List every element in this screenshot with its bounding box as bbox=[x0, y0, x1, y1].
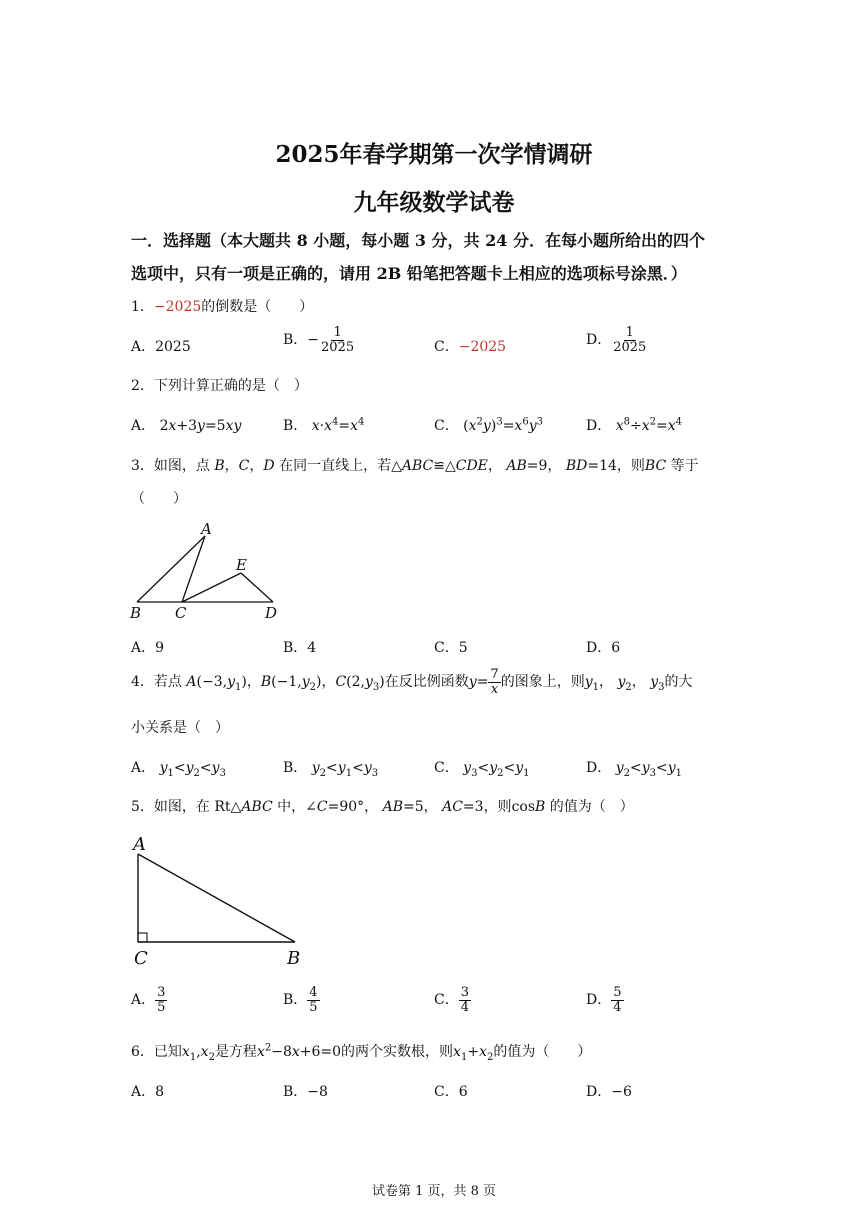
question-3-stem: 3．如图，点 B，C，D 在同一直线上，若△ABC≌△CDE， AB=9， BD=14，则BC 等于 bbox=[131, 458, 699, 474]
q1-value: −2025 bbox=[153, 299, 202, 315]
q3-option-c[interactable]: C．5 bbox=[434, 640, 468, 656]
q6-option-d[interactable]: D．−6 bbox=[586, 1084, 632, 1100]
q5-option-b[interactable]: B． $\frac{4}{5}$ bbox=[283, 985, 318, 1015]
q3-option-a[interactable]: A．9 bbox=[131, 640, 165, 656]
q6-option-b[interactable]: B．−8 bbox=[283, 1084, 328, 1100]
q1-option-b[interactable]: B．− $\frac{1}{2025}$ bbox=[283, 325, 355, 355]
q1-option-d[interactable]: D． $\frac{1}{2025}$ bbox=[586, 325, 647, 355]
q4-option-d[interactable]: D． $y_2<y_3<y_1$ bbox=[586, 760, 683, 779]
fig3-label-e: E bbox=[236, 556, 247, 574]
q3-option-b[interactable]: B．4 bbox=[283, 640, 317, 656]
fig5-label-b: B bbox=[287, 948, 301, 969]
fig5-label-c: C bbox=[134, 948, 148, 969]
q4-line2: 小关系是（ ） bbox=[131, 720, 229, 736]
q2-option-c[interactable]: C． $(x^2y)^3=x^6y^3$ bbox=[434, 416, 543, 434]
fig3-label-a: A bbox=[201, 520, 212, 538]
question-5-stem: 5．如图，在 Rt△ABC 中，∠C=90°， AB=5， AC=3，则cosB 的值为（ ） bbox=[131, 799, 634, 815]
q5-option-a[interactable]: A． $\frac{3}{5}$ bbox=[131, 985, 166, 1015]
q3-option-d[interactable]: D．6 bbox=[586, 640, 621, 656]
exam-title: 2025年春学期第一次学情调研 bbox=[275, 141, 593, 168]
q3-paren: （ ） bbox=[131, 491, 187, 507]
exam-subtitle: 九年级数学试卷 bbox=[353, 189, 515, 216]
question-1-stem bbox=[131, 296, 313, 316]
q1-option-a[interactable]: A．2025 bbox=[131, 339, 191, 355]
section-heading-line1: 一．选择题（本大题共 8 小题，每小题 3 分，共 24 分．在每小题所给出的四个 bbox=[131, 231, 705, 250]
q4-option-b[interactable]: B． $y_2<y_1<y_3$ bbox=[283, 760, 379, 779]
q4-option-a[interactable]: A． $y_1<y_2<y_3$ bbox=[131, 760, 226, 779]
q4-option-c[interactable]: C． $y_3<y_2<y_1$ bbox=[434, 760, 530, 779]
q5-option-c[interactable]: C． $\frac{3}{4}$ bbox=[434, 985, 469, 1015]
q3-figure bbox=[125, 518, 295, 623]
question-2-stem: 2．下列计算正确的是（ ） bbox=[131, 378, 308, 394]
fig3-label-c: C bbox=[175, 604, 187, 622]
question-6-stem: 6．已知$x_1,x_2$是方程$x^2-8x+6=0$的两个实数根，则$x_1+x_2$的值为（ ） bbox=[131, 1042, 592, 1063]
q1-number: 1． bbox=[131, 299, 154, 315]
q2-option-d[interactable]: D． $x^8\div x^2=x^4$ bbox=[586, 416, 682, 434]
segment-ba bbox=[137, 536, 205, 602]
q2-option-a[interactable]: A． 2x+3y=5xy bbox=[131, 418, 242, 434]
question-4-stem: 4．若点 $A(-3,y_1)$，$B(-1,y_2)$，$C(2,y_3)$在反比例函数y= $\frac{7}{x}$ 的图象上，则$y_1$， $y_2$， $y_3$的大 bbox=[131, 667, 693, 697]
q1-option-c[interactable]: C．−2025 bbox=[434, 339, 507, 355]
fig5-label-a: A bbox=[133, 834, 146, 855]
segment-ed bbox=[241, 573, 273, 602]
q6-option-a[interactable]: A．8 bbox=[131, 1084, 165, 1100]
fig3-label-d: D bbox=[265, 604, 278, 622]
segment-ab bbox=[138, 854, 295, 942]
right-angle-mark bbox=[138, 933, 147, 942]
q6-option-c[interactable]: C．6 bbox=[434, 1084, 468, 1100]
q1-suffix: 的倒数是（ ） bbox=[201, 299, 314, 315]
fig3-label-b: B bbox=[130, 604, 142, 622]
q2-option-b[interactable]: B． $x\cdot x^4=x^4$ bbox=[283, 416, 365, 434]
page-footer: 试卷第 1 页，共 8 页 bbox=[371, 1184, 497, 1199]
section-heading-line2: 选项中，只有一项是正确的，请用 2B 铅笔把答题卡上相应的选项标号涂黑．） bbox=[131, 264, 687, 283]
q5-option-d[interactable]: D． $\frac{5}{4}$ bbox=[586, 985, 622, 1015]
q5-figure bbox=[125, 830, 315, 970]
